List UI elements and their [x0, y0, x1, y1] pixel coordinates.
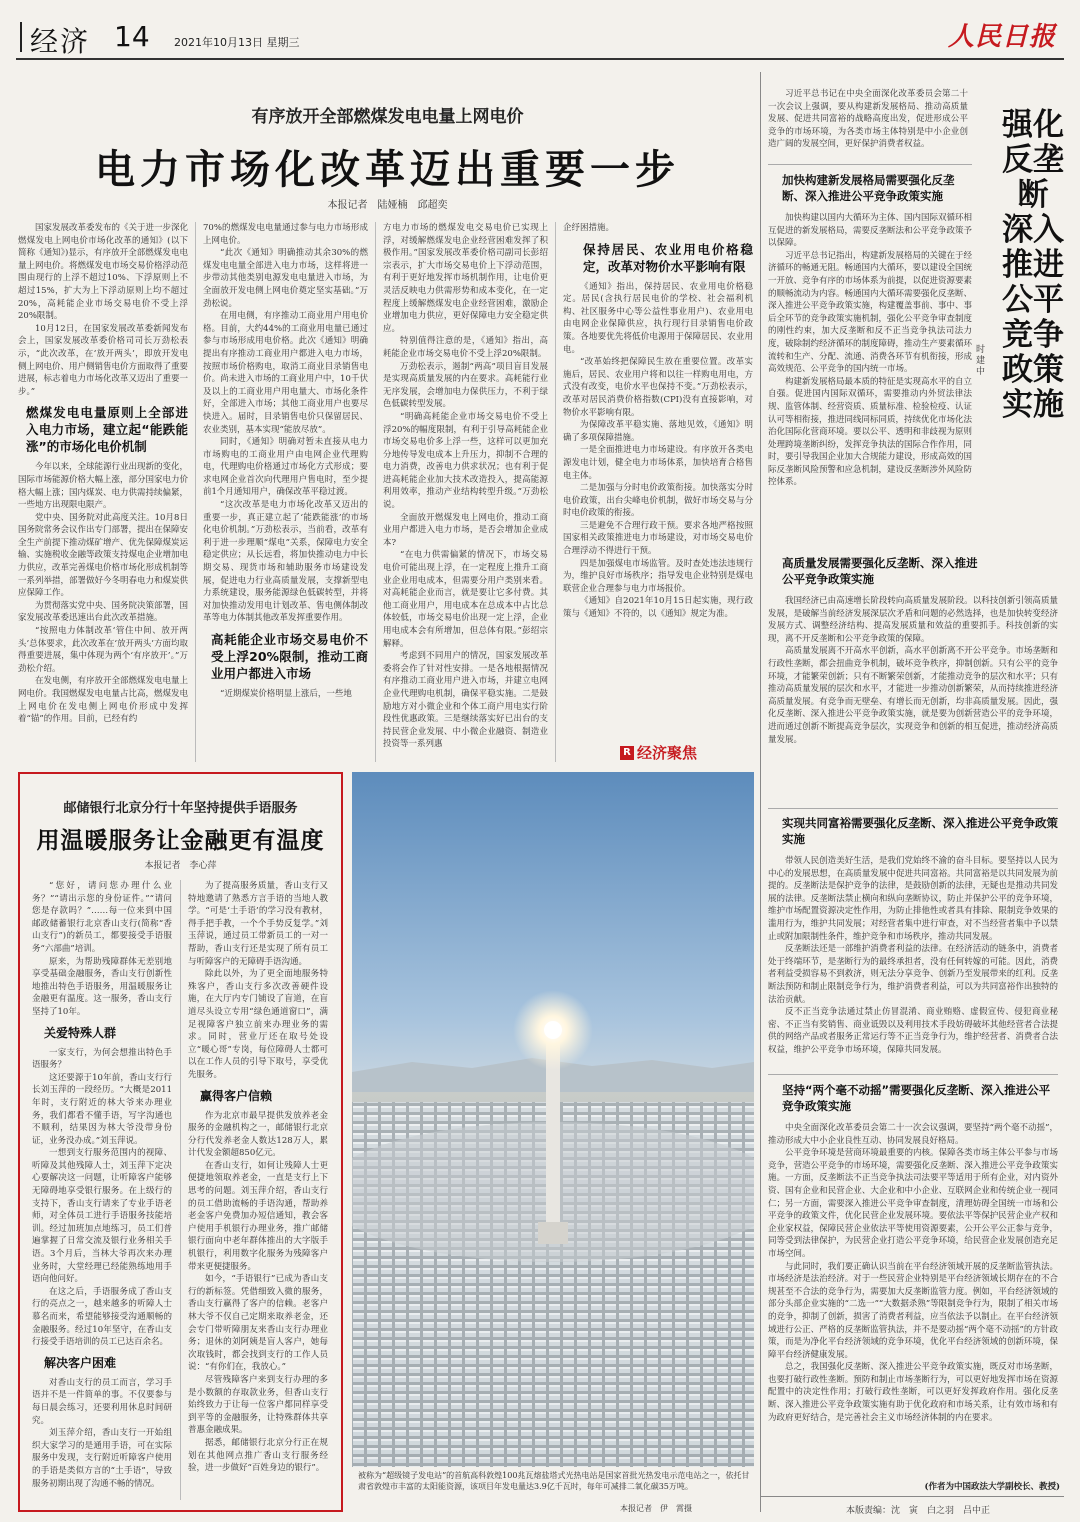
photo-caption-text: 被称为“超级镜子发电站”的首航高科敦煌100兆瓦熔盐塔式光热电站是国家首批光热发电示范电站之一，依托甘肃省敦煌市丰富的太阳能资源，该项目年发电量达3.9亿千瓦时，每年可减排二氧化碳35万吨。 — [358, 1471, 750, 1491]
paragraph: 万劲松表示，遏制“两高”项目盲目发展是实现高质量发展的内在要求。高耗能行业无序发展，会增加电力保供压力，不利于绿色低碳转型发展。 — [383, 361, 548, 410]
paragraph: 为贯彻落实党中央、国务院决策部署，国家发展改革委迅速出台此次改革措施。 — [18, 600, 188, 624]
paragraph: 在用电侧，有序推动工商业用户用电价格。目前，大约44%的工商业用电量已通过参与市场形成用电价格。此次《通知》明确提出有序推动工商业用户都进入电力市场，按照市场价格购电，取消工商业目录销售电价。尚未进入市场的工商业用户中，10千伏及以上的工商业用户用电量大、市场化条件好，全部进入市场；其他工商业用户也要尽快进入。届时，目录销售电价只保留居民、农业类别，基本实现“能放尽放”。 — [203, 311, 368, 435]
commentary-author: 时建中 — [976, 345, 986, 377]
paragraph: 加快构建以国内大循环为主体、国内国际双循环相互促进的新发展格局，需要反垄断法和公平竞争政策予以保障。 — [768, 213, 972, 249]
section-rule — [768, 1074, 1058, 1075]
paragraph: 为了提高服务质量，香山支行又特地邀请了熟悉方言手语的当地人教学。“可是‘土手语’的学习没有教材，得手把手教，一个个手势反复学。”刘玉萍说，通过员工带新员工的一对一帮助，香山支行还是实现了所有员工与听障客户的无障碍手语沟通。 — [188, 881, 328, 967]
paragraph: 带领人民创造美好生活，是我们党始终不渝的奋斗目标。要坚持以人民为中心的发展思想，在高质量发展中促进共同富裕。共同富裕是以共同发展为前提的。反垄断法是保护竞争的法律，是鼓励创新的法律，无疑也是推动共同发展的法律。反垄断法禁止横向和纵向垄断协议，防止并保护公平的竞争环境，维护市场配置资源决定性作用，为防止排他性或者具有排除、限制竞争效果的滥用行为，维护共同发展；对经营者集中进行审查，对不当经营者集中予以禁止或附加限制性条件，维护竞争和市场秩序，推动共同发展。 — [768, 856, 1058, 942]
economy-focus-tag — [620, 742, 697, 763]
paragraph: 中央全面深化改革委员会第二十一次会议强调，要坚持“两个毫不动摇”，推动形成大中小企业良性互动、协同发展良好格局。 — [768, 1123, 1058, 1146]
paragraph: “在电力供需偏紧的情况下，市场交易电价可能出现上浮，在一定程度上推升工商业企业用电成本，但需要分用户类别来看。对高耗能企业而言，就是要让它多付费。其他工商业用户，用电成本在总成本中占比总体较低，市场交易电价出现一定上浮，企业用电成本会有所增加，但总体有限。”彭绍宗解释。 — [383, 550, 548, 649]
paragraph: 在发电侧，有序放开全部燃煤发电电量上网电价。我国燃煤发电电量占比高，燃煤发电上网电价在发电侧上网电价形成中发挥着“锚”的作用。目前，已经有约 — [18, 676, 188, 725]
masthead-left-rule — [20, 22, 22, 52]
commentary-title — [1000, 107, 1080, 423]
paragraph: 党中央、国务院对此高度关注。10月8日国务院常务会议作出专门部署，提出在保障安全生产前提下推动煤矿增产、优先保障煤炭运输、实施税收金融等政策支持煤电企业增加电力供应，改革完善煤电价格市场化形成机制等一系列举措，部署做好今冬明春电力和煤炭供应保障工作。 — [18, 512, 188, 599]
photo-credit: 本报记者 伊 霄摄 — [620, 1504, 692, 1513]
lead-headline: 电力市场化改革迈出重要一步 — [95, 147, 680, 193]
paragraph: 四是加强煤电市场监管。及时查处违法违规行为，维护良好市场秩序；指导发电企业特别是煤电联营企业合理参与电力市场报价。 — [563, 558, 753, 594]
paragraph: “按照电力体制改革‘管住中间、放开两头’总体要求，此次改革在‘放开两头’方面均取得重要进展，集中体现为两个‘有序放开’。”万劲松介绍。 — [18, 626, 188, 674]
focus-label: 经济聚焦 — [637, 744, 698, 762]
paragraph: 二是加强与分时电价政策衔接。加快落实分时电价政策，出台尖峰电价机制，做好市场交易与分时电价政策的衔接。 — [563, 483, 753, 519]
paragraph: 这还要源于10年前，香山支行行长刘玉萍的一段经历。“大概是2011年时，支行附近的林大爷来办理业务，我们都看不懂手语，写字沟通也不顺利，结果因为林大爷没带身份证，业务没办成。”刘玉萍说。 — [32, 1072, 172, 1146]
masthead-rule — [16, 58, 1064, 60]
paragraph: 习近平总书记指出，构建新发展格局的关键在于经济循环的畅通无阻。畅通国内大循环，要以建设全国统一开放、竞争有序的市场体系为前提，以促进资源要素的顺畅流动为内容。畅通国内大循环需要强化反垄断、深入推进公平竞争政策实施，构建覆盖事前、事中、事后全环节的竞争政策实施机制，强化公平竞争审查制度的刚性约束，加大反垄断和反不正当竞争执法司法力度，破除制约经济循环的制度障碍，推动生产要素循环流转和生产、分配、流通、消费各环节有机衔接，形成高效规范、公平竞争的国内统一市场。 — [768, 250, 972, 375]
paragraph: “明确高耗能企业市场交易电价不受上浮20%的幅度限制，有利于引导高耗能企业市场交易电价多上浮一些，这样可以更加充分地传导发电成本上升压力，抑制不合理的电力消费，改善电力供求状况；也有利于促进高耗能企业加大技术改造投入，提高能源利用效率，推动产业结构转型升级。”万劲松说。 — [383, 411, 548, 511]
paragraph: 如今，“手语银行”已成为香山支行的新标签。凭借细致入微的服务，香山支行赢得了客户的信赖。老客户林大爷不仅自己定期来取养老金，还会专门带听障朋友来香山支行办理业务；退休的刘阿姨是盲人客户，她每次取钱时，都会找到支行的工作人员说：“有你们在，我放心。” — [188, 1274, 328, 1373]
paragraph: 一想到支行服务范围内的视障、听障及其他残障人士，刘玉萍下定决心要解决这一问题，让听障客户能够无障碍地享受银行服务。在上级行的支持下，香山支行请来了专业手语老师，对全体员工进行手语服务技能培训。经过加班加点地练习，员工们普遍掌握了日常交流及银行业务相关手语。3个月后，当林大爷再次来办理业务时，大堂经理已经能熟练地用手语向他问好。 — [32, 1148, 172, 1285]
paragraph: 反垄断法还是一部维护消费者利益的法律。在经济活动的链条中，消费者处于终端环节，是垄断行为的最终承担者，没有任何转嫁的可能。因此，消费者利益受损容易不到救济，则无法分享竞争、创新乃至发展带来的红利。反垄断法预防和制止限制竞争行为，维护消费者利益，可以为共同富裕作出独特的法治贡献。 — [768, 944, 1058, 1005]
paragraph: 在这之后，手语服务成了香山支行的亮点之一，越来越多的听障人士慕名而来，希望能够接受沟通顺畅的金融服务。经过10年坚守，在香山支行接受手语培训的员工已达百余名。 — [32, 1286, 172, 1348]
paragraph: 70%的燃煤发电电量通过参与电力市场形成上网电价。 — [203, 223, 368, 246]
paragraph: 《通知》指出，保持居民、农业用电价格稳定。居民(含执行居民电价的学校、社会福利机构、社区服务中心等公益性事业用户)、农业用电由电网企业保障供应，执行现行目录销售电价政策。各地要优先将低价电源用于保障居民、农业用电。 — [563, 281, 753, 355]
commentary-rule — [760, 72, 761, 1512]
column-rule — [180, 880, 181, 1500]
paragraph: 企纾困措施。 — [563, 223, 615, 233]
story2-column-2 — [188, 880, 328, 1502]
receiver — [544, 1021, 562, 1039]
paragraph: 国家发展改革委发布的《关于进一步深化燃煤发电上网电价市场化改革的通知》(以下简称《通知》)显示，有序放开全部燃煤发电电量上网电价。将燃煤发电市场交易价格浮动范围由现行的上浮不超过10%、下浮原则上不超过15%，扩大为上下浮动原则上均不超过20%，高耗能企业市场交易电价不受上浮20%限制。 — [18, 223, 188, 322]
commentary-subhead-4: 坚持“两个毫不动摇”需要强化反垄断、深入推进公平竞争政策实施 — [782, 1083, 1051, 1113]
paragraph: 特别值得注意的是，《通知》指出，高耗能企业市场交易电价不受上浮20%限制。 — [383, 336, 548, 359]
page-editors: 本版责编：沈 寅 白之羽 吕中正 — [846, 1506, 991, 1516]
paragraph: 刘玉萍介绍，香山支行一开始组织大家学习的是通用手语，可在实际服务中发现，支行附近听障客户使用的手语是类似方言的“土手语”，导致服务初期出现了沟通不畅的情况。 — [32, 1428, 172, 1489]
paragraph: 今年以来，全球能源行业出现新的变化，国际市场能源价格大幅上涨，部分国家电力价格大幅上涨；国内煤炭、电力供需持续偏紧，一些地方出现限电限产。 — [18, 462, 188, 511]
paragraph: 总之，我国强化反垄断、深入推进公平竞争政策实施，既反对市场垄断，也要打破行政性垄断。预防和制止市场垄断行为，可以更好地发挥市场在资源配置中的决定性作用；打破行政性垄断，可以更好发挥政府作用。强化反垄断、深入推进公平竞争政策实施有助于优化政府和市场关系，让有效市场和有为政府更好结合，是完善社会主义市场经济体制的内在要求。 — [768, 1362, 1058, 1423]
column-rule — [375, 222, 376, 762]
lead-subhead-3: 保持居民、农业用电价格稳定，改革对物价水平影响有限 — [583, 241, 753, 274]
lead-column-4 — [563, 222, 753, 730]
section-rule — [768, 164, 972, 165]
paragraph: 对香山支行的员工而言，学习手语并不是一件简单的事。不仅要参与每日晨会练习，还要利用休息时间研究。 — [32, 1377, 172, 1426]
newspaper-logo: 人民日报 — [947, 22, 1056, 52]
paragraph: “这次改革是电力市场化改革又迈出的重要一步，真正建立起了‘能跌能涨’的市场化电价机制。”万劲松表示，当前看，改革有利于进一步理顺“煤电”关系，保障电力安全稳定供应；从长远看，将加快推动电力中长期交易、现货市场和辅助服务市场建设发展，促进电力行业高质量发展，支撑新型电力系统建设，服务能源绿色低碳转型，并将对加快推动发用电计划改革、售电侧体制改革等电力体制其他改革发挥重要作用。 — [203, 500, 368, 624]
story2-headline: 用温暖服务让金融更有温度 — [36, 828, 325, 854]
paragraph: 除此以外，为了更全面地服务特殊客户，香山支行多次改善硬件设施，在大厅内专门铺设了盲道，在盲道尽头设立专用“绿色通道窗口”，满足视障客户独立前来办理业务的需求。同时，营业厅还在取号处设立“暖心哥”专岗，每位障碍人士都可以在工作人员的引导下取号，享受优先服务。 — [188, 969, 328, 1080]
paragraph: 三是避免不合理行政干预。要求各地严格按照国家相关政策推进电力市场建设，对市场交易电价合理浮动不得进行干预。 — [563, 520, 753, 557]
commentary-intro — [768, 88, 968, 160]
paragraph: “您好，请问您办理什么业务？”“请出示您的身份证件。”“请问您是存款吗？”……每一位来到中国邮政储蓄银行北京香山支行(简称“香山支行”)的新员工，都要接受手语服务“六部曲”培训。 — [32, 881, 172, 954]
commentary-section-1 — [768, 172, 972, 512]
solar-tower-base — [538, 1222, 568, 1244]
paragraph: 一家支行，为何会想推出特色手语服务？ — [32, 1047, 172, 1071]
story2-byline: 本报记者 李心萍 — [144, 861, 217, 871]
commentary-section-3 — [768, 815, 1058, 1085]
commentary-title-text: 强化反垄断 深入推进公平竞争政策实施 — [1002, 107, 1080, 423]
paragraph: 全面放开燃煤发电上网电价，推动工商业用户都进入电力市场，是否会增加企业成本? — [383, 512, 548, 548]
solar-plant-photo — [352, 772, 754, 1467]
commentary-section-1-body — [768, 212, 972, 512]
paragraph: 习近平总书记在中央全面深化改革委员会第二十一次会议上强调，要从构建新发展格局、推动高质量发展、促进共同富裕的战略高度出发，促进形成公平竞争的市场环境，为各类市场主体特别是中小企业创造广阔的发展空间，更好保护消费者权益。 — [768, 89, 968, 150]
masthead-bar — [16, 14, 1064, 56]
commentary-section-3-body — [768, 855, 1058, 1085]
section-name: 经济 — [30, 25, 91, 58]
paragraph: 为保障改革平稳实施、落地见效，《通知》明确了多项保障措施。 — [563, 420, 753, 443]
focus-logo-icon: R — [620, 746, 634, 760]
commentary-subhead-3: 实现共同富裕需要强化反垄断、深入推进公平竞争政策实施 — [782, 816, 1058, 846]
story2-subhead-2: 解决客户困难 — [44, 1355, 117, 1370]
lead-subhead-1: 燃煤发电电量原则上全部进入电力市场，建立起“能跌能涨”的市场化电价机制 — [26, 405, 188, 455]
paragraph: 高质量发展离不开高水平创新，高水平创新离不开公平竞争。市场垄断和行政性垄断，都会扭曲竞争机制，破坏竞争秩序，抑制创新。只有公平的竞争环境，才能繁荣创新；只有不断繁荣创新，才能推动竞争的层次和水平；只有推动高质量发展的层次和水平，才能进一步推动创新繁荣，从而持续推进经济高质量发展。有竞争而无壁垒、有增长而无创新，均非高质量发展。因此，强化反垄断、深入推进公平竞争政策实施，就是要为创新营造公平的竞争环境，进而通过创新不断提高竞争层次，实现竞争和创新的相互促进，推动经济高质量发展。 — [768, 646, 1058, 745]
paragraph: “改革始终把保障民生放在重要位置。改革实施后，居民、农业用户将和以往一样购电用电，方式没有改变，电价水平也保持不变。”万劲松表示，改革对居民消费价格指数(CPI)没有直接影响，对物价水平影响有限。 — [563, 357, 753, 418]
paragraph: “此次《通知》明确推动其余30%的燃煤发电电量全部进入电力市场，这样将进一步带动其他类别电源发电电量进入市场，为全面放开发电侧上网电价奠定坚实基础。”万劲松说。 — [203, 248, 368, 309]
paragraph: 同时，《通知》明确对暂未直接从电力市场购电的工商业用户由电网企业代理购电，代理购电价格通过市场化方式形成；要求电网企业首次向代理用户售电时，至少提前1个月通知用户，确保改革平稳过渡。 — [203, 437, 368, 498]
lead-subhead-2: 高耗能企业市场交易电价不受上浮20%限制，推动工商业用户都进入市场 — [211, 632, 368, 681]
column-rule — [195, 222, 196, 762]
paragraph: 10月12日，在国家发展改革委新闻发布会上，国家发展改革委价格司司长万劲松表示，“此次改革，在‘放开两头’，即放开发电侧上网电价、用户侧销售电价方面取得了重要进展，标志着电力市场化改革又迈出了重要一步。” — [18, 323, 188, 397]
commentary-subhead-2: 高质量发展需要强化反垄断、深入推进公平竞争政策实施 — [782, 556, 978, 586]
paragraph: 方电力市场的燃煤发电交易电价已实现上浮，对缓解燃煤发电企业经营困难发挥了积极作用。”国家发展改革委价格司副司长彭绍宗表示，扩大市场交易电价上下浮动范围，有利于更好地发挥市场机制作用，让电价更灵活反映电力供需形势和成本变化，在一定程度上缓解燃煤发电企业经营困难，激励企业增加电力供应，更好保障电力安全稳定供应。 — [383, 223, 548, 334]
commentary-section-2 — [768, 555, 1058, 799]
paragraph: 原来，为帮助残障群体无差别地享受基础金融服务，香山支行创新性地推出特色手语服务，用温暖服务让金融更有温度。这一服务，香山支行坚持了10年。 — [32, 956, 172, 1017]
paragraph: “近期煤炭价格明显上涨后，一些地 — [220, 689, 352, 699]
footer-rule — [760, 1496, 1064, 1497]
commentary-subhead-1: 加快构建新发展格局需要强化反垄断、深入推进公平竞争政策实施 — [782, 173, 955, 203]
column-rule — [555, 222, 556, 762]
lead-column-3 — [383, 222, 548, 767]
paragraph: 一是全面推进电力市场建设。有序放开各类电源发电计划，健全电力市场体系，加快培育合格售电主体。 — [563, 445, 753, 481]
story2-subhead-3: 赢得客户信赖 — [200, 1088, 273, 1103]
commentary-author-note: (作者为中国政法大学副校长、教授) — [924, 1482, 1060, 1492]
issue-date: 2021年10月13日 星期三 — [174, 36, 300, 49]
story2-column-1 — [32, 880, 172, 1502]
paragraph: 与此同时，我们要正确认识当前在平台经济领域开展的反垄断监管执法。市场经济是法治经济。对于一些民营企业特别是平台经济领域长期存在的不合规甚至不合法的竞争行为，需要加大反垄断监管力度。例如，平台经济领域的部分头部企业实施的“二选一”“大数据杀熟”等限制竞争行为，限制了相关市场的竞争，抑制了创新，损害了消费者利益，应当依法予以制止。在平台经济领域进行公正、严格的反垄断监管执法，并不是要动摇“两个毫不动摇”的方针政策，而是为净化平台经济领域的竞争环境，优化平台经济领域的创新环境，保障平台经济健康发展。 — [768, 1261, 1058, 1360]
story2-subhead-1: 关爱特殊人群 — [44, 1025, 117, 1040]
solar-plant-image — [352, 772, 754, 1467]
photo-caption — [358, 1470, 750, 1492]
lead-kicker: 有序放开全部燃煤发电电量上网电价 — [251, 107, 524, 127]
lead-column-1 — [18, 222, 188, 767]
commentary-section-2-body — [768, 595, 1058, 799]
section-rule — [768, 808, 1058, 809]
paragraph: 反不正当竞争法通过禁止仿冒混淆、商业贿赂、虚假宣传、侵犯商业秘密、不正当有奖销售、商业诋毁以及利用技术手段妨碍破坏其他经营者合法提供的网络产品或者服务正常运行等不正当竞争行为，维护经营者、消费者合法权益，维护公平竞争市场环境，保障共同发展。 — [768, 1007, 1058, 1055]
paragraph: 在香山支行，如何让残障人士更便捷地领取养老金，一直是支行上下思考的问题。刘玉萍介绍，香山支行的员工借助流畅的手语沟通，帮助养老金客户免费加办短信通知，教会客户使用手机银行办理业务，推广邮储银行面向中老年群体推出的大字版手机银行，利用数字化服务为残障客户带来更便捷服务。 — [188, 1160, 328, 1272]
page-number: 14 — [114, 20, 150, 53]
paragraph: 考虑到不同用户的情况，国家发展改革委将会作了针对性安排。一是各地根据情况有序推动工商业用户进入市场，并建立电网企业代理购电机制，确保平稳实施。二是鼓励地方对小微企业和个体工商户用电实行阶段性优惠政策。三是继续落实好已出台的支持民营企业发展、中小微企业融资、制造业投资等一系列惠 — [383, 651, 548, 750]
commentary-section-4 — [768, 1082, 1058, 1462]
commentary-section-4-body — [768, 1122, 1058, 1462]
paragraph: 我国经济已由高速增长阶段转向高质量发展阶段。以科技创新引领高质量发展，是破解当前经济发展深层次矛盾和问题的必然选择，也是加快转变经济发展方式、调整经济结构、提高发展质量和效益的重要抓手。科技创新的实现，离不开反垄断和公平竞争政策的保障。 — [768, 596, 1058, 644]
paragraph: 构建新发展格局最本质的特征是实现高水平的自立自强。促进国内国际双循环，需要推动内外贸法律法规、监管体制、经营资质、质量标准、检验检疫、认证认可等相衔接，推进同线同标同质，持续优化市场化法治化国际化营商环境。要以公平、透明和非歧视为原则处理跨境垄断纠纷，发挥竞争执法的国际合作作用，同时，要引导我国企业加大合规能力建设，形成高效的国际反垄断风险预警和应急机制，建设反垄断涉外风险防控体系。 — [768, 376, 972, 488]
story2-kicker: 邮储银行北京分行十年坚持提供手语服务 — [63, 801, 298, 816]
paragraph: 公平竞争环境是营商环境最重要的内核。保障各类市场主体公平参与市场竞争，营造公平竞争的市场环境，需要强化反垄断、深入推进公平竞争政策实施。一方面，反垄断法不正当竞争执法司法要平等适用于所有企业，对内资外资、国有企业和民营企业、大企业和中小企业、互联网企业和传统企业一视同仁；另一方面，需要深入推进公平竞争审查制度，清理妨碍全国统一市场和公平竞争的政策文件，优化民营企业发展环境。要依法平等保护民营企业产权和企业家权益，保障民营企业依法平等使用资源要素，公开公平公正参与竞争，同等受到法律保护，为民营企业打造公平竞争环境，给民营企业发展创造充足市场空间。 — [768, 1148, 1058, 1259]
paragraph: 尽管残障客户来到支行办理的多是小数额的存取款业务，但香山支行始终致力于让每一位客户都同样享受到平等的金融服务，让特殊群体共享普惠金融成果。 — [188, 1374, 328, 1436]
paragraph: 作为北京市最早提供发放养老金服务的金融机构之一，邮储银行北京分行代发养老金人数达128万人，累计代发金额超850亿元。 — [188, 1110, 328, 1159]
paragraph: 据悉，邮储银行北京分行正在规划在其他网点推广香山支行服务经验，进一步做好“百姓身边的银行”。 — [188, 1437, 328, 1474]
lead-column-2 — [203, 222, 368, 767]
paragraph: 《通知》自2021年10月15日起实施，现行政策与《通知》不符的，以《通知》规定为准。 — [563, 596, 753, 620]
lead-byline: 本报记者 陆娅楠 邱超奕 — [327, 200, 448, 211]
